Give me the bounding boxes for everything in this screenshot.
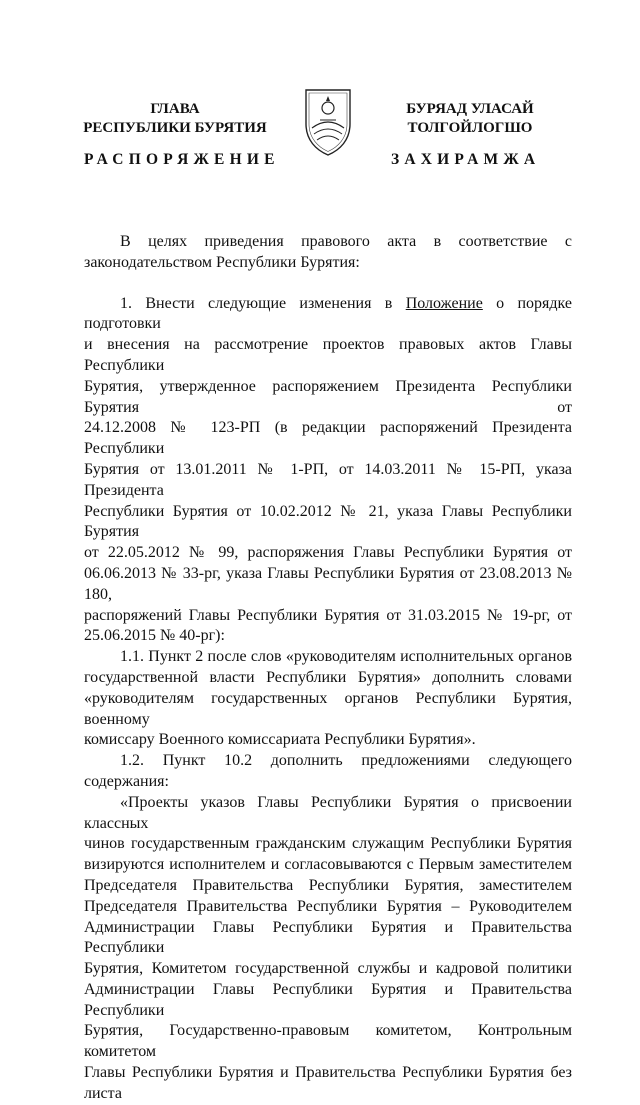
coat-of-arms-icon <box>300 86 356 158</box>
text-line: и внесения на рассмотрение проектов правовых актов Главы Республики <box>84 336 572 374</box>
text-line: В целях приведения правового акта в соответствие с <box>120 233 572 250</box>
document-body <box>84 232 572 1105</box>
text-fragment: о порядке подготовки <box>84 294 573 333</box>
text-line: Бурятия, Государственно-правовым комитетом, Контрольным комитетом <box>84 1022 572 1061</box>
text-line: от 22.05.2012 № 99, распоряжения Главы Республики Бурятия от <box>84 544 572 562</box>
text-line: Председателя Правительства Республики Бурятия – Руководителем <box>84 897 572 915</box>
issuer-line-2: РЕСПУБЛИКИ БУРЯТИЯ <box>83 120 267 136</box>
text-line: комиссару Военного комиссариата Республики Бурятия». <box>84 731 476 749</box>
text-line: визируются исполнителем и согласовываются с Первым заместителем <box>84 856 572 874</box>
text-line: 1.1. Пункт 2 после слов «руководителям исполнительных органов <box>120 648 572 666</box>
issuer-line-1: ГЛАВА <box>150 101 200 117</box>
text-line: Бурятия, Комитетом государственной службы и кадровой политики <box>84 960 572 978</box>
text-line: «руководителям государственных органов Республики Бурятия, военному <box>84 689 572 728</box>
text-line: Бурятия от 13.01.2011 № 1-РП, от 14.03.2011 № 15-РП, указа Президента <box>84 460 572 499</box>
issuer-title-ru <box>80 100 270 138</box>
issuer-title-bua <box>370 100 570 138</box>
text-line: чинов государственным гражданским служащим Республики Бурятия <box>84 835 572 853</box>
text-fragment: 1. Внести следующие изменения в <box>120 294 393 312</box>
text-line: 24.12.2008 № 123-РП (в редакции распоряжений Президента Республики <box>84 419 572 458</box>
text-line: Республики Бурятия от 10.02.2012 № 21, указа Главы Республики Бурятия <box>84 502 572 541</box>
text-line: распоряжений Главы Республики Бурятия от 31.03.2015 № 19-рг, от <box>84 606 572 624</box>
text-line: Администрации Главы Республики Бурятия и Правительства Республики <box>84 980 572 1019</box>
text-line: 06.06.2013 № 33-рг, указа Главы Республики Бурятия от 23.08.2013 № 180, <box>84 564 572 603</box>
text-line: «Проекты указов Главы Республики Бурятия о присвоении классных <box>84 793 572 832</box>
text-line: законодательством Республики Бурятия: <box>84 253 360 271</box>
text-line: государственной власти Республики Бурятия» дополнить словами <box>84 668 572 686</box>
text-line: Главы Республики Бурятия и Правительства Республики Бурятия без листа <box>84 1064 572 1102</box>
issuer-line-1: БУРЯАД УЛАСАЙ <box>406 101 534 117</box>
text-line: 1.2. Пункт 10.2 дополнить предложениями следующего содержания: <box>84 752 572 790</box>
polozhenie-link[interactable]: Положение <box>405 294 483 312</box>
text-line: Бурятия, утвержденное распоряжением Президента Республики Бурятия от <box>84 377 572 416</box>
document-type-bua: ЗАХИРАМЖА <box>391 151 541 168</box>
text-line <box>84 294 572 336</box>
issuer-line-2: ТОЛГОЙЛОГШО <box>407 120 533 136</box>
document-type-ru: РАСПОРЯЖЕНИЕ <box>84 151 280 168</box>
text-line: 25.06.2015 № 40-рг): <box>84 627 225 645</box>
text-line: Администрации Главы Республики Бурятия и Правительства Республики <box>84 918 572 957</box>
text-line: Председателя Правительства Республики Бурятия, заместителем <box>84 876 572 894</box>
